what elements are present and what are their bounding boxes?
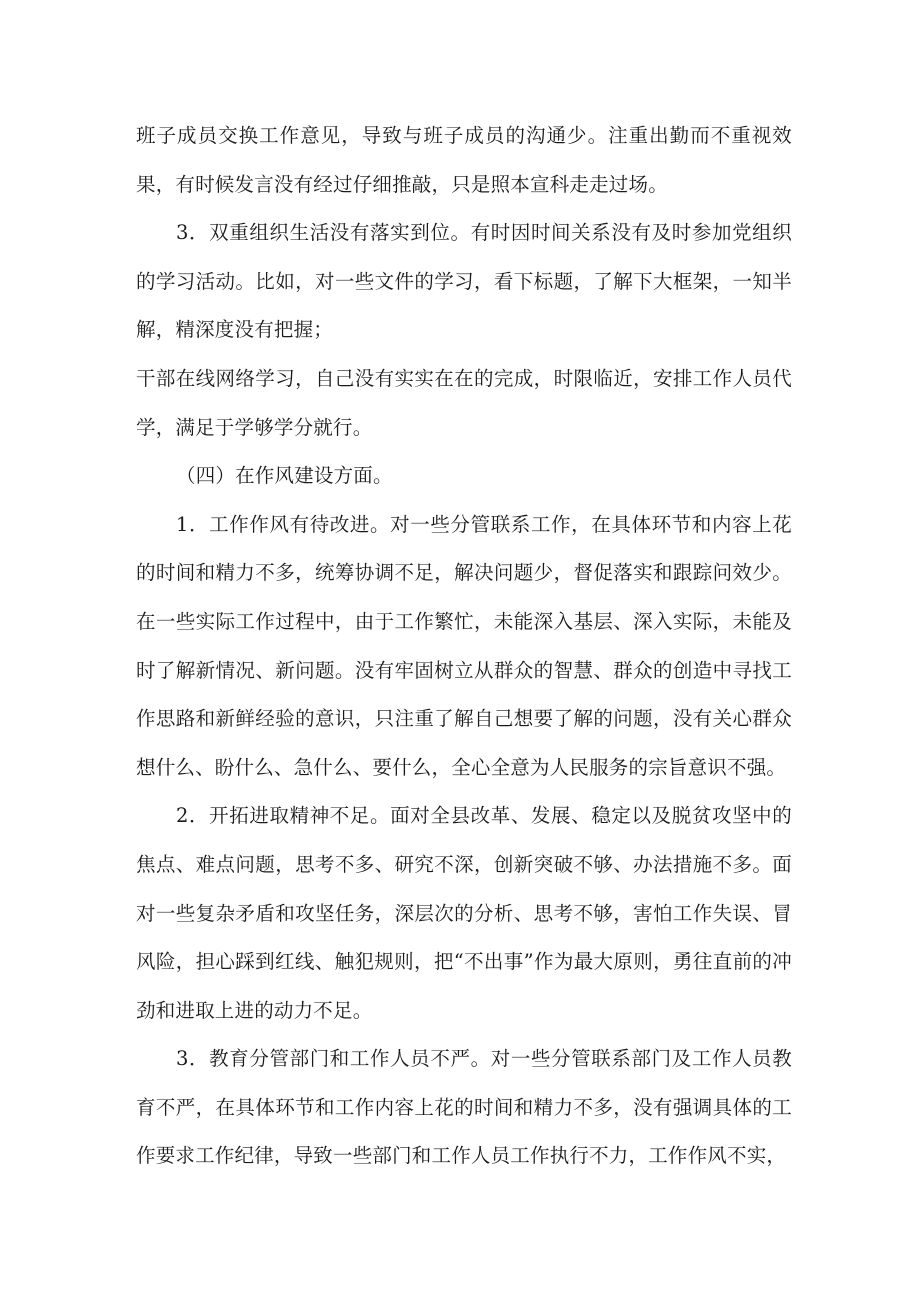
paragraph-item-3-education: 3．教育分管部门和工作人员不严。对一些分管联系部门及工作人员教育不严，在具体环节和工作内容上花的时间和精力不多，没有强调具体的工作要求工作纪律，导致一些部门和工作人员工作执行不力，工作作风不实， — [136, 1047, 792, 1168]
paragraph-continuation: 班子成员交换工作意见，导致与班子成员的沟通少。注重出勤而不重视效果，有时候发言没有经过仔细推敲，只是照本宣科走走过场。 — [136, 124, 792, 196]
document-body — [136, 112, 792, 1181]
paragraph-item-2-pioneering-spirit: 2．开拓进取精神不足。面对全县改革、发展、稳定以及脱贫攻坚中的焦点、难点问题，思考不多、研究不深，创新突破不够、办法措施不多。面对一些复杂矛盾和攻坚任务，深层次的分析、思考不够，害怕工作失误、冒风险，担心踩到红线、触犯规则，把“不出事”作为最大原则，勇往直前的冲劲和进取上进的动力不足。 — [136, 804, 792, 1022]
paragraph-online-learning: 干部在线网络学习，自己没有实实在在的完成，时限临近，安排工作人员代学，满足于学够学分就行。 — [136, 366, 792, 439]
paragraph-item-3-dual-organization-life: 3．双重组织生活没有落实到位。有时因时间关系没有及时参加党组织的学习活动。比如，对一些文件的学习，看下标题，了解下大框架，一知半解，精深度没有把握； — [136, 221, 792, 342]
paragraph-item-1-work-style: 1．工作作风有待改进。对一些分管联系工作，在具体环节和内容上花的时间和精力不多，统筹协调不足，解决问题少，督促落实和跟踪问效少。在一些实际工作过程中，由于工作繁忙，未能深入基层、深入实际，未能及时了解新情况、新问题。没有牢固树立从群众的智慧、群众的创造中寻找工作思路和新鲜经验的意识，只注重了解自己想要了解的问题，没有关心群众想什么、盼什么、急什么、要什么，全心全意为人民服务的宗旨意识不强。 — [136, 512, 792, 779]
section-heading-work-style: （四）在作风建设方面。 — [176, 464, 393, 488]
